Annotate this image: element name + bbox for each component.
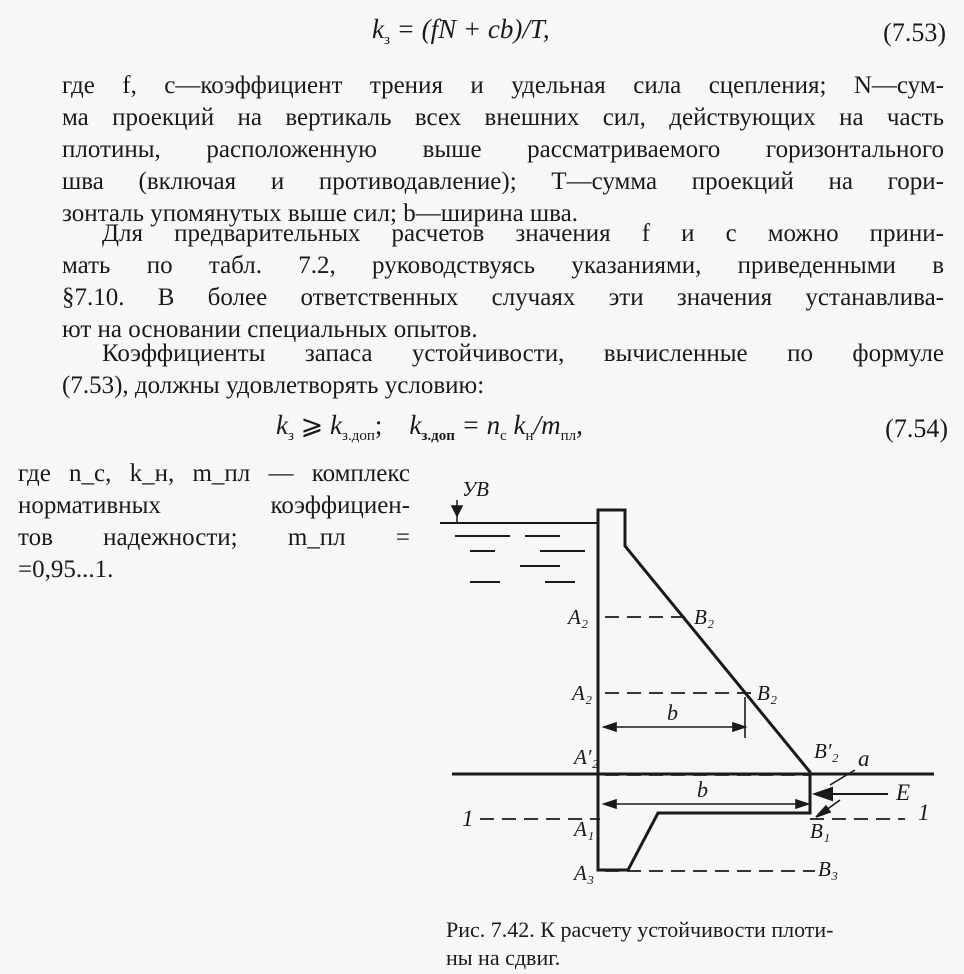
label-b2: B₂ [757, 681, 778, 705]
label-b-top: b [667, 700, 678, 725]
formula-sub: н [525, 428, 534, 444]
paragraph-line: тов надежности; m_пл = [18, 524, 410, 551]
formula-sub: пл [560, 428, 577, 444]
formula-sub: з.доп [421, 428, 455, 444]
paragraph-line: плотины, расположенную выше рассматриваемого горизонтального [62, 136, 944, 163]
formula-separator: ; [374, 410, 383, 440]
figure-caption [446, 916, 834, 972]
formula-geq: ⩾ [300, 410, 324, 440]
formula-lhs: k [372, 14, 384, 44]
label-line-left: 1 [462, 806, 474, 831]
paragraph-line: шва (включая и противодавление); T—сумма проекций на гори- [62, 168, 944, 195]
paragraph-line: где n_с, k_н, m_пл — комплекс [18, 460, 410, 487]
paragraph-line: §7.10. В более ответственных случаях эти значения устанавлива- [62, 284, 944, 311]
force-e-arrow [815, 788, 888, 800]
paragraph-line: (7.53), должны удовлетворять условию: [62, 372, 485, 399]
formula-end: , [576, 410, 583, 440]
paragraph-line: Для предварительных расчетов значения f и c можно прини- [102, 220, 944, 247]
formula-eq: = n [461, 410, 501, 440]
label-a2: A₂ [572, 681, 593, 705]
label-b3: B₃ [818, 857, 839, 881]
formula-sub: з [287, 428, 294, 444]
equation-number-7-54: (7.54) [885, 414, 948, 443]
label-b1: B₁ [810, 819, 831, 843]
paragraph-line: =0,95...1. [18, 556, 114, 583]
formula-lhs-sub: з [383, 32, 390, 48]
label-b2-top: B₂ [694, 605, 715, 629]
dam-outline [598, 510, 810, 870]
label-a: a [858, 746, 870, 771]
equation-number-7-53: (7.53) [883, 18, 946, 47]
paragraph-line: мать по табл. 7.2, руководствуясь указаниями, приведенными в [62, 252, 944, 279]
label-line-right: 1 [918, 800, 930, 825]
paragraph-line: где f, c—коэффициент трения и удельная сила сцепления; N—сум- [62, 72, 944, 99]
formula-k: k [276, 410, 288, 440]
formula-sub: з.доп [342, 428, 375, 444]
paragraph-line: нормативных коэффициен- [18, 492, 410, 519]
water-surface-lines [440, 523, 598, 582]
label-a2-prime: A′₂ [574, 745, 599, 769]
paragraph-line: ют на основании специальных опытов. [62, 316, 478, 343]
label-e: E [896, 780, 911, 805]
formula-div: /m [533, 410, 561, 440]
label-b-bottom: b [697, 777, 708, 802]
formula-rhs: = (fN + cb)/T, [396, 14, 550, 44]
label-a3: A₃ [574, 861, 595, 885]
paragraph-line: зонталь упомянутых выше сил; b—ширина шва. [62, 200, 579, 227]
label-b2-prime: B′₂ [814, 739, 839, 763]
label-a1: A₁ [574, 817, 595, 841]
section-lines [480, 617, 905, 871]
formula-k: k [513, 410, 526, 440]
paragraph-line: ма проекций на вертикаль всех внешних сил, действующих на часть [62, 104, 944, 131]
label-water-level: УВ [462, 477, 489, 501]
label-a2-top: A₂ [568, 605, 589, 629]
formula-sub: с [500, 428, 507, 444]
caption-line: Рис. 7.42. К расчету устойчивости плоти- [446, 917, 834, 942]
formula-k: k [330, 410, 343, 440]
formula-k: k [409, 410, 422, 440]
caption-line: ны на сдвиг. [446, 945, 561, 970]
paragraph-line: Коэффициенты запаса устойчивости, вычисленные по формуле [102, 340, 944, 367]
